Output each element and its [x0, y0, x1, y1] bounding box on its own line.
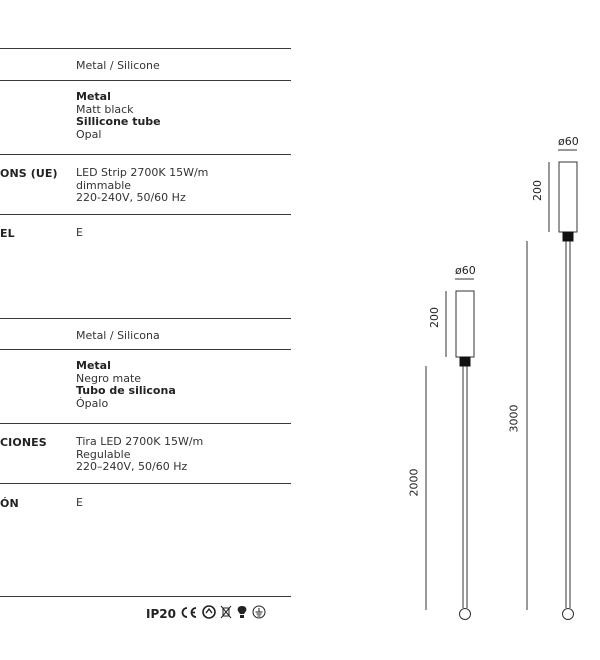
- specifications-label-es: CIONES: [0, 436, 47, 449]
- finish-line: Metal: [76, 90, 111, 103]
- material-value-es: Metal / Silicona: [76, 329, 160, 342]
- fixture-connector: [563, 232, 573, 241]
- large-fixture: [527, 150, 577, 620]
- finish-line: Negro mate: [76, 371, 142, 385]
- fixture-head: [559, 162, 577, 232]
- finish-line: Matt black: [76, 102, 134, 116]
- head-height-label-small: 200: [428, 307, 441, 328]
- head-height-label-large: 200: [531, 180, 544, 201]
- spec-line: Tira LED 2700K 15W/m: [76, 435, 204, 448]
- finish-line: Opal: [76, 127, 102, 141]
- spec-line: Regulable: [76, 447, 131, 461]
- finish-line: Tubo de silicona: [76, 384, 176, 397]
- finish-line: Sillicone tube: [76, 115, 161, 128]
- material-value-en: Metal / Silicone: [76, 59, 160, 72]
- fixture-end-cap: [460, 609, 471, 620]
- spec-line: 220–240V, 50/60 Hz: [76, 460, 188, 473]
- fixture-head: [456, 291, 474, 357]
- small-fixture: [426, 279, 474, 620]
- fixture-connector: [460, 357, 470, 366]
- energy-value-en: E: [76, 226, 83, 239]
- spec-line: 220-240V, 50/60 Hz: [76, 191, 186, 204]
- spec-line: dimmable: [76, 178, 132, 192]
- energy-label-en: EL: [0, 227, 15, 240]
- total-height-label-large: 3000: [507, 404, 521, 433]
- finish-line: Ópalo: [76, 396, 109, 410]
- spec-line: LED Strip 2700K 15W/m: [76, 166, 209, 179]
- specifications-label-en: ONS (UE): [0, 167, 58, 180]
- energy-label-es: ÓN: [0, 497, 19, 510]
- diameter-label-small: ø60: [455, 264, 476, 277]
- ip-rating: IP20: [146, 606, 176, 621]
- total-height-label-small: 2000: [407, 468, 421, 497]
- diameter-label-large: ø60: [558, 135, 579, 148]
- energy-value-es: E: [76, 496, 83, 509]
- fixture-end-cap: [563, 609, 574, 620]
- finish-line: Metal: [76, 359, 111, 372]
